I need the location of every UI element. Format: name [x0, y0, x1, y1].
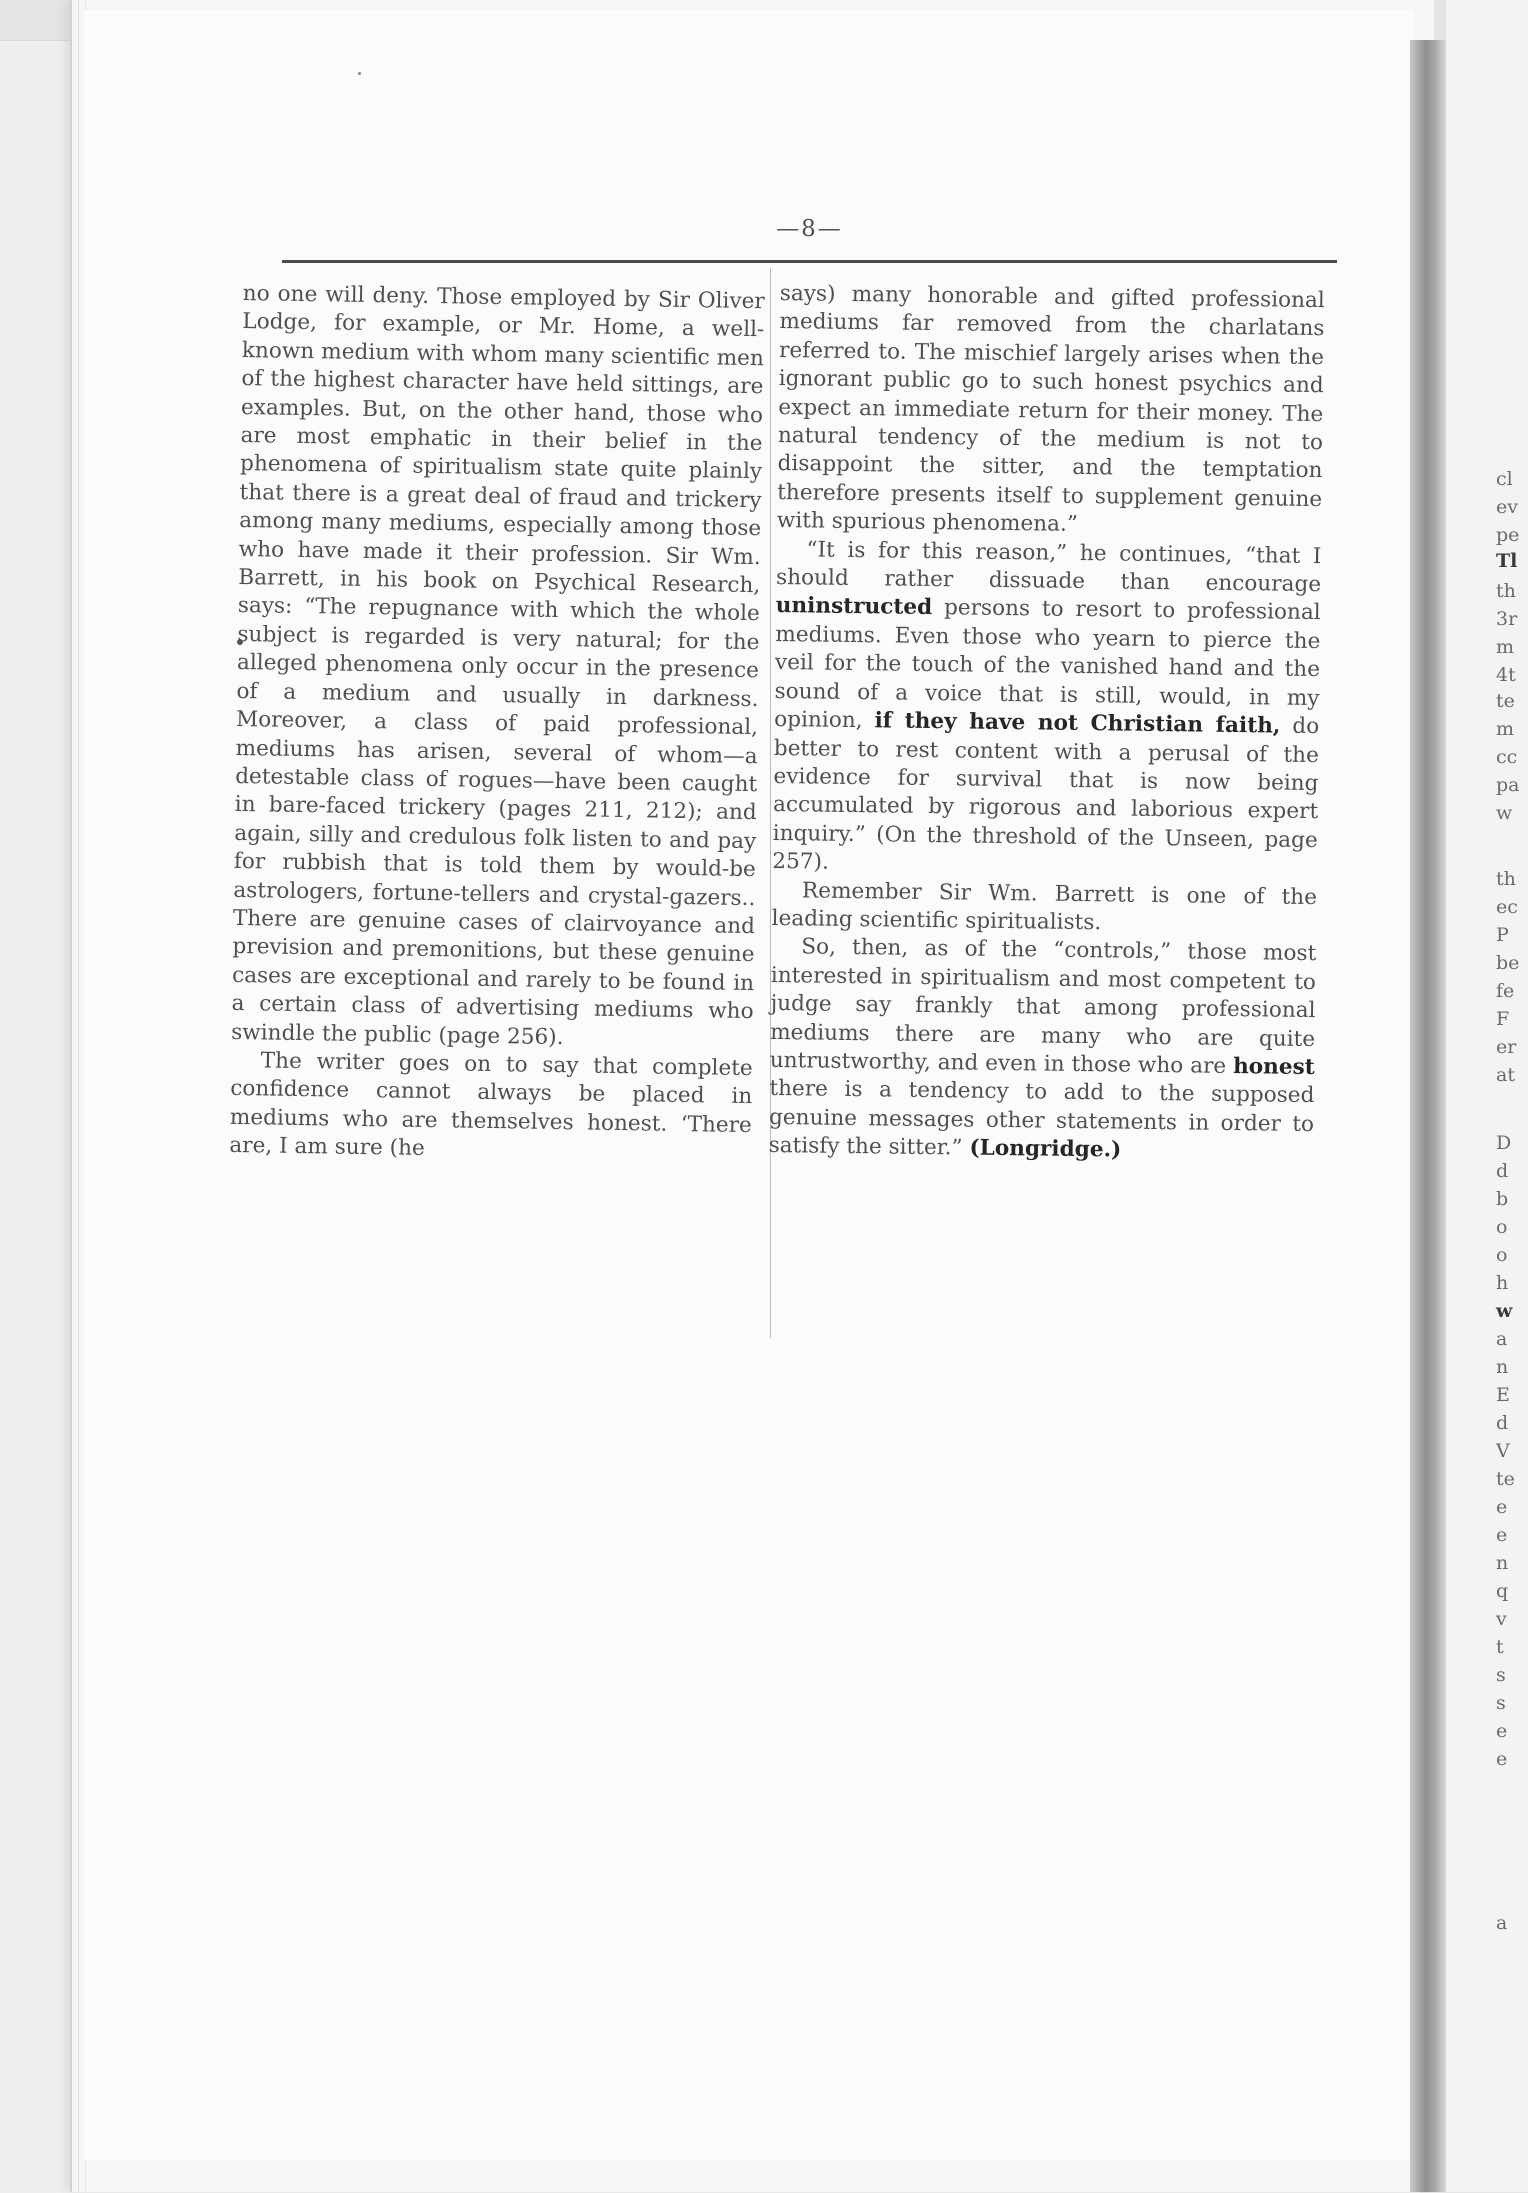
facing-page-text: 3r [1496, 608, 1518, 630]
facing-page-text: n [1496, 1552, 1509, 1574]
facing-page-text: th [1496, 580, 1516, 602]
facing-page-text: E [1496, 1384, 1510, 1406]
facing-page-text: w [1496, 802, 1513, 824]
source-attribution: (Longridge.) [969, 1135, 1122, 1163]
right-paragraph-1: says) many honorable and gifted professional mediums far removed from the charlatans referred to. The mischief largely arises when the ignorant public go to such honest psychics and expect an immediate return for their money. The natural tendency of the medium is not to disappoint the sitter, and the temptation therefore presents itself to supplement genuine with spurious phenomena.” [776, 280, 1325, 538]
facing-page-text: s [1496, 1692, 1506, 1714]
facing-page-text: th [1496, 868, 1516, 890]
text-run: So, then, as of the “controls,” those most interested in spiritualism and most competent to judge say frankly that among professional mediums there are many who are quite untrustworthy, and even in those who are [769, 934, 1317, 1079]
facing-page-text: n [1496, 1356, 1509, 1378]
page-header [282, 208, 1337, 268]
facing-page-text: P [1496, 924, 1509, 946]
right-paragraph-2 [772, 536, 1321, 884]
facing-page-text: t [1496, 1636, 1504, 1658]
facing-page-text: be [1496, 952, 1520, 974]
facing-page-text: te [1496, 690, 1515, 712]
text-run: do better to rest content with a perusal of the evidence for survival that is now being accumulated by rigorous and laborious expert inquiry.” (On the threshold of the Unseen, page 257). [772, 713, 1320, 875]
header-rule [282, 260, 1337, 263]
facing-page-text: m [1496, 636, 1515, 658]
book-spine-shadow [1410, 40, 1446, 2192]
left-column [229, 280, 765, 1169]
facing-page-text: a [1496, 1912, 1508, 1934]
emphasis-uninstructed: uninstructed [775, 593, 933, 621]
facing-page-text: e [1496, 1748, 1508, 1770]
text-run: “It is for this reason,” he continues, “that I should rather dissuade than encourage [775, 537, 1322, 598]
page-number: —8— [776, 216, 843, 242]
facing-page-text: s [1496, 1664, 1506, 1686]
facing-page-text: o [1496, 1216, 1508, 1238]
facing-page-text: m [1496, 718, 1515, 740]
facing-page-text: a [1496, 1328, 1508, 1350]
facing-page-text: Tl [1496, 550, 1518, 572]
facing-page-text: cc [1496, 746, 1518, 768]
left-paragraph-2: The writer goes on to say that complete confidence cannot always be placed in mediums who are themselves honest. ‘There are, I am sure (he [229, 1048, 753, 1162]
facing-page-text: F [1496, 1008, 1510, 1030]
facing-page-text: cl [1496, 468, 1513, 490]
facing-page-text: pa [1496, 774, 1520, 796]
facing-page-text: te [1496, 1468, 1515, 1490]
facing-page-text: D [1496, 1132, 1512, 1154]
facing-page-text: e [1496, 1720, 1508, 1742]
left-paragraph-1: no one will deny. Those employed by Sir Oliver Lodge, for example, or Mr. Home, a well-known medium with whom many scientific men of the highest character have held sittings, are examples. But, on the other hand, those who are most emphatic in their belief in the phenomena of spiritualism state quite plainly that there is a great deal of fraud and trickery among many mediums, especially among those who have made it their profession. Sir Wm. Barrett, in his book on Psychical Research, says: “The repugnance with which the whole subject is regarded is very natural; for the alleged phenomena only occur in the presence of a medium and usually in darkness. Moreover, a class of paid professional, mediums has arisen, several of whom—a detestable class of rogues—have been caught in bare-faced trickery (pages 211, 212); and again, silly and credulous folk listen to and pay for rubbish that is told them by would-be astrologers, fortune-tellers and crystal-gazers.. There are genuine cases of clairvoyance and prevision and premonitions, but these genuine cases are exceptional and rarely to be found in a certain class of advertising mediums who swindle the public (page 256). [230, 280, 765, 1050]
facing-page-text: V [1496, 1440, 1510, 1462]
facing-page-fragment [1446, 0, 1528, 2192]
right-paragraph-4 [768, 933, 1316, 1167]
facing-page-text: q [1496, 1580, 1509, 1602]
facing-page-text: er [1496, 1036, 1517, 1058]
facing-page-text: 4t [1496, 664, 1516, 686]
emphasis-christian-faith: if they have not Christian faith, [874, 708, 1281, 739]
facing-page-text: e [1496, 1496, 1508, 1518]
facing-page-text: at [1496, 1064, 1515, 1086]
facing-page-text: e [1496, 1524, 1508, 1546]
emphasis-honest: honest [1232, 1053, 1315, 1081]
text-run: persons to resort to professional mediums. Even those who yearn to pierce the veil for the touch of the vanished hand and the sound of a voice that is still, would, in my opinion, [774, 595, 1321, 734]
facing-page-text: ec [1496, 896, 1518, 918]
right-paragraph-3: Remember Sir Wm. Barrett is one of the leading scientific spiritualists. [771, 877, 1318, 936]
facing-page-text: d [1496, 1412, 1509, 1434]
column-divider [770, 268, 771, 1338]
paper-speck [358, 72, 361, 75]
facing-page-text: d [1496, 1160, 1509, 1182]
facing-page-text: h [1496, 1272, 1509, 1294]
facing-page-text: v [1496, 1608, 1507, 1630]
facing-page-text: o [1496, 1244, 1508, 1266]
text-run: there is a tendency to add to the supposed genuine messages other statements in order to satisfy the sitter.” [768, 1076, 1315, 1161]
facing-page-text: fe [1496, 980, 1515, 1002]
facing-page-text: ev [1496, 496, 1518, 518]
facing-page-text: pe [1496, 524, 1520, 546]
facing-page-text: b [1496, 1188, 1509, 1210]
facing-page-text: w [1496, 1300, 1513, 1322]
right-column [768, 280, 1324, 1168]
